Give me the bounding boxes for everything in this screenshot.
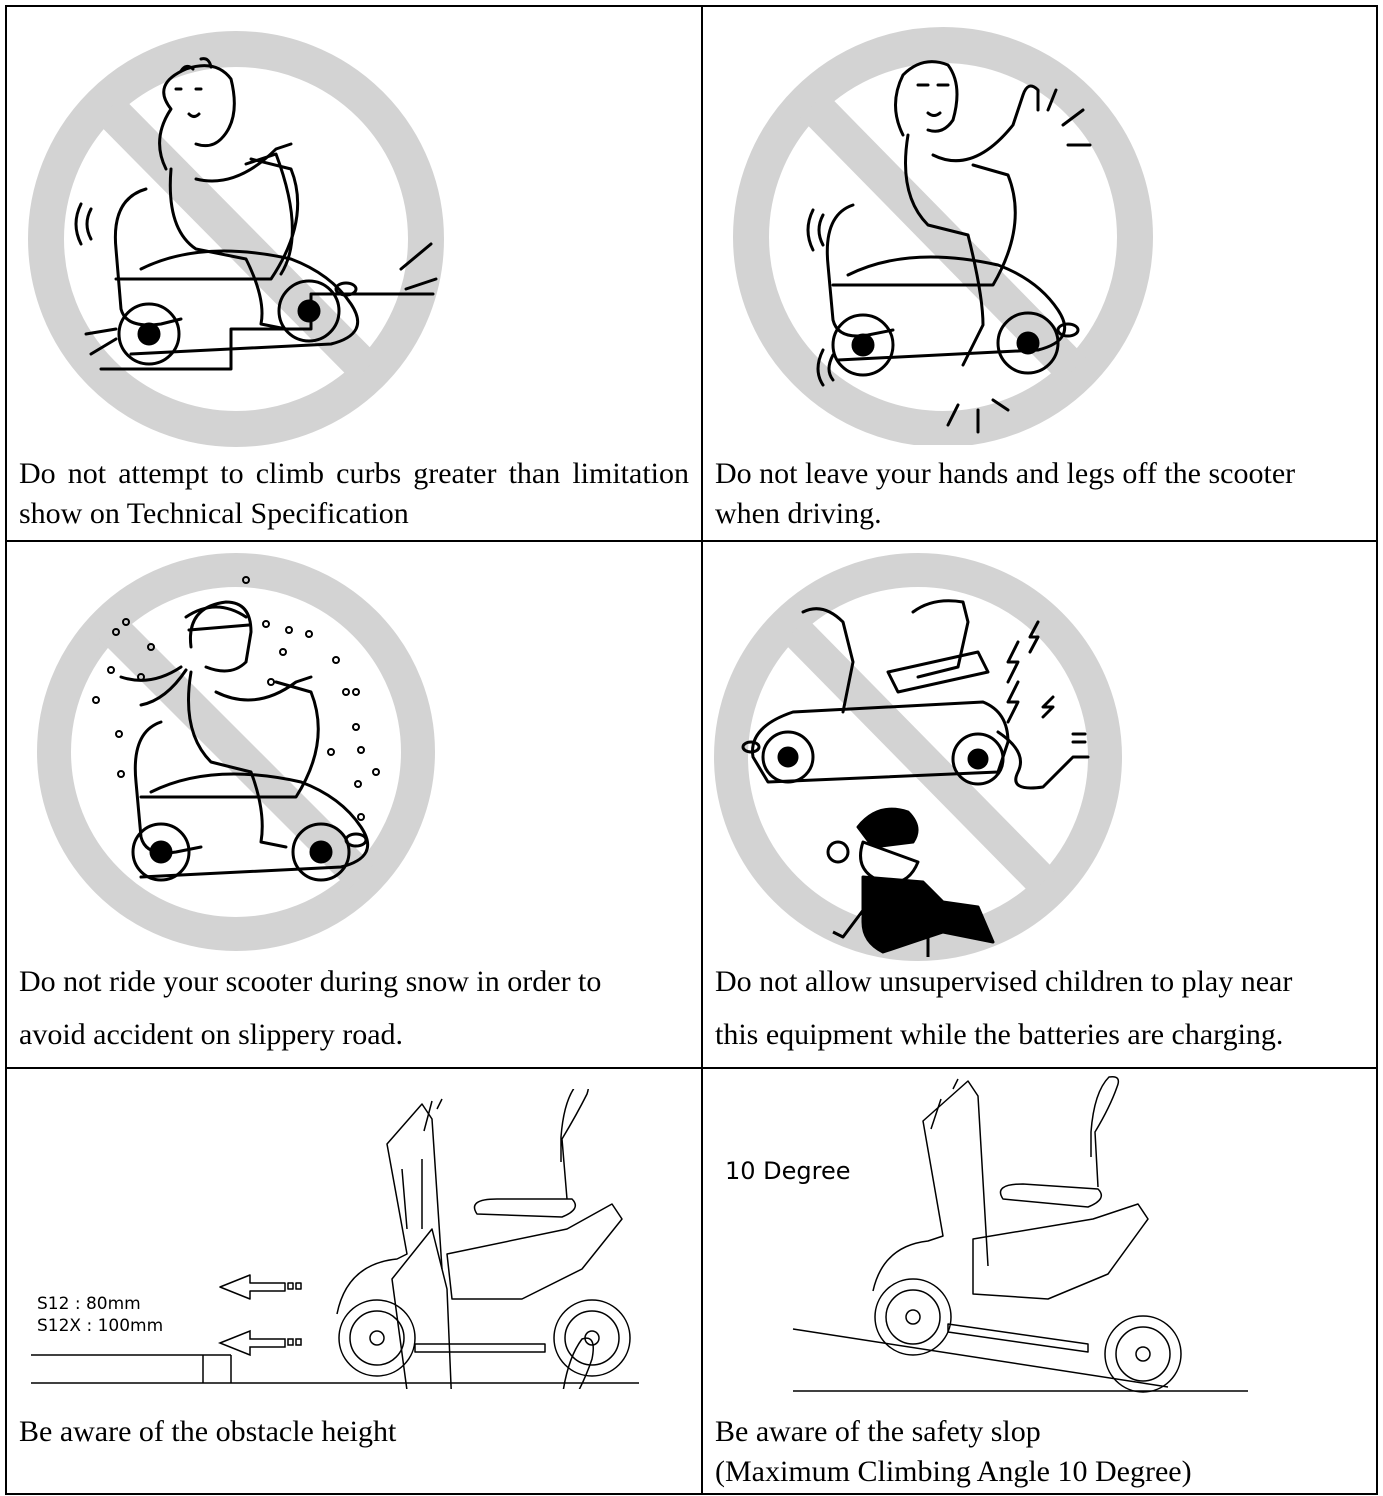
- warnings-table: [5, 5, 1378, 1495]
- hands-caption: Do not leave your hands and legs off the scooter when driving.: [715, 457, 1296, 530]
- snow-caption-line-2: avoid accident on slippery road.: [19, 1018, 404, 1051]
- slope-caption-line-2: (Maximum Climbing Angle 10 Degree): [715, 1455, 1192, 1488]
- cell-snow-warning: [7, 542, 701, 1067]
- cell-hands-warning: [703, 7, 1376, 540]
- children-caption-line-2: this equipment while the batteries are charging.: [715, 1018, 1284, 1051]
- cell-obstacle-warning: [7, 1069, 701, 1493]
- cell-children-warning: [703, 542, 1376, 1067]
- s12x-label: S12X : 100mm: [37, 1316, 164, 1336]
- snow-caption-line-1: Do not ride your scooter during snow in order to: [19, 965, 602, 998]
- s12-label: S12 : 80mm: [37, 1294, 141, 1314]
- children-prohibition-illustration: [713, 552, 1133, 962]
- slope-caption-line-1: Be aware of the safety slop: [715, 1415, 1041, 1448]
- curb-prohibition-illustration: [21, 29, 481, 449]
- slope-caption: [715, 1412, 1364, 1492]
- hands-prohibition-illustration: [723, 25, 1163, 445]
- snow-caption: [19, 962, 689, 1055]
- obstacle-scooter-drawing: [7, 1089, 701, 1399]
- children-caption: [715, 962, 1364, 1055]
- curb-caption: Do not attempt to climb curbs greater than limitation show on Technical Specification: [19, 457, 689, 530]
- degree-label: 10 Degree: [725, 1157, 851, 1185]
- cell-slope-warning: [703, 1069, 1376, 1493]
- obstacle-caption: Be aware of the obstacle height: [19, 1415, 397, 1448]
- children-caption-line-1: Do not allow unsupervised children to play near: [715, 965, 1293, 998]
- cell-curb-warning: [7, 7, 701, 540]
- slope-diagram: [703, 1069, 1376, 1399]
- snow-prohibition-illustration: [21, 552, 461, 952]
- prohibition-sign-icon: [46, 49, 426, 429]
